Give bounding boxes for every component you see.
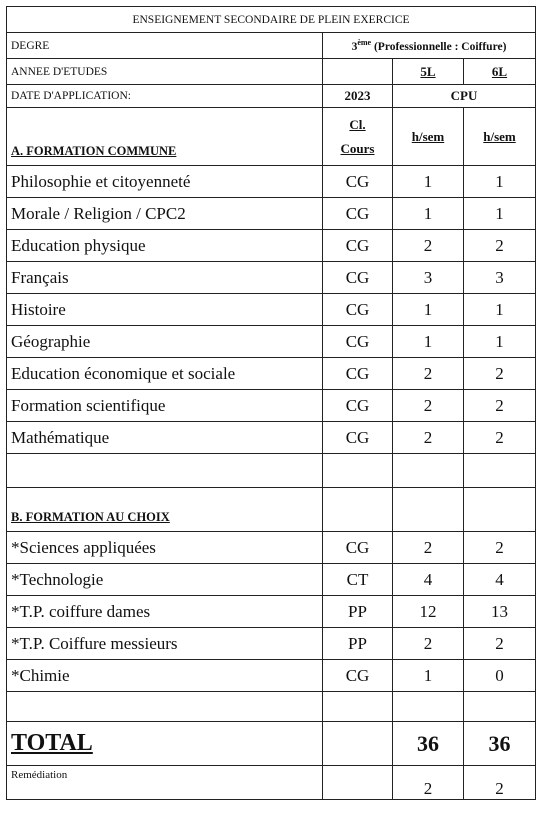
- section-b-empty-1: [323, 488, 393, 532]
- subject-hours-6l: 3: [464, 262, 536, 294]
- blank-cell-1: [7, 454, 323, 488]
- subject-class: CG: [323, 262, 393, 294]
- subject-name: *T.P. Coiffure messieurs: [7, 628, 323, 660]
- subject-hours-6l: 1: [464, 326, 536, 358]
- subject-hours-5l: 2: [393, 532, 464, 564]
- total-class-empty: [323, 722, 393, 766]
- subject-name: Mathématique: [7, 422, 323, 454]
- degree-specialty: (Professionnelle : Coiffure): [371, 40, 507, 53]
- subject-name: Formation scientifique: [7, 390, 323, 422]
- subject-name: *Sciences appliquées: [7, 532, 323, 564]
- subject-hours-5l: 1: [393, 326, 464, 358]
- remediation-hours-6l: 2: [464, 766, 536, 800]
- subject-class: CG: [323, 532, 393, 564]
- remediation-label: Remédiation: [7, 766, 323, 800]
- subject-hours-6l: 1: [464, 294, 536, 326]
- column-class-header: [323, 108, 393, 166]
- blank-cell-3: [393, 454, 464, 488]
- total-hours-6l: 36: [464, 722, 536, 766]
- blank-cell-4: [464, 454, 536, 488]
- blank-cell-2: [323, 692, 393, 722]
- column-h6-header: h/sem: [464, 108, 536, 166]
- subject-row: [7, 628, 536, 660]
- subject-row: [7, 198, 536, 230]
- date-value: 2023: [323, 85, 393, 108]
- subject-hours-5l: 2: [393, 390, 464, 422]
- blank-cell-1: [7, 692, 323, 722]
- subject-name: *T.P. coiffure dames: [7, 596, 323, 628]
- total-label: TOTAL: [7, 722, 323, 766]
- subject-row: [7, 564, 536, 596]
- subject-hours-5l: 1: [393, 294, 464, 326]
- subject-name: Histoire: [7, 294, 323, 326]
- subject-row: [7, 532, 536, 564]
- subject-hours-6l: 2: [464, 390, 536, 422]
- subject-class: CG: [323, 422, 393, 454]
- degree-number: 3: [351, 40, 358, 53]
- subject-row: [7, 660, 536, 692]
- subject-name: Philosophie et citoyenneté: [7, 166, 323, 198]
- date-row: [7, 85, 536, 108]
- subject-name: Education physique: [7, 230, 323, 262]
- subject-row: [7, 596, 536, 628]
- timetable-grid: [6, 6, 536, 800]
- year-6l: 6L: [464, 59, 536, 85]
- subject-class: CG: [323, 166, 393, 198]
- subject-row: [7, 230, 536, 262]
- subject-class: PP: [323, 628, 393, 660]
- subject-row: [7, 390, 536, 422]
- document-title: ENSEIGNEMENT SECONDAIRE DE PLEIN EXERCICE: [7, 7, 536, 33]
- degree-label: DEGRE: [7, 33, 323, 59]
- year-5l: 5L: [393, 59, 464, 85]
- subject-row: [7, 294, 536, 326]
- subject-hours-6l: 2: [464, 358, 536, 390]
- total-row: [7, 722, 536, 766]
- subject-class: CG: [323, 326, 393, 358]
- section-b-header: [7, 488, 536, 532]
- subject-hours-5l: 2: [393, 628, 464, 660]
- subject-class: PP: [323, 596, 393, 628]
- subject-hours-5l: 2: [393, 422, 464, 454]
- degree-row: [7, 33, 536, 59]
- subject-hours-5l: 2: [393, 358, 464, 390]
- subject-row: [7, 262, 536, 294]
- subject-hours-5l: 3: [393, 262, 464, 294]
- subject-class: CT: [323, 564, 393, 596]
- subject-row: [7, 422, 536, 454]
- section-a-title: A. FORMATION COMMUNE: [7, 108, 323, 166]
- section-a-header: [7, 108, 536, 166]
- blank-row: [7, 692, 536, 722]
- column-h5-header: h/sem: [393, 108, 464, 166]
- subject-hours-6l: 0: [464, 660, 536, 692]
- year-row: [7, 59, 536, 85]
- degree-superscript: ème: [357, 38, 372, 48]
- column-class-line2: Cours: [340, 140, 375, 156]
- subject-hours-5l: 2: [393, 230, 464, 262]
- section-b-title: B. FORMATION AU CHOIX: [7, 488, 323, 532]
- subject-row: [7, 326, 536, 358]
- subject-name: *Technologie: [7, 564, 323, 596]
- blank-cell-2: [323, 454, 393, 488]
- year-empty-cell: [323, 59, 393, 85]
- remediation-class-empty: [323, 766, 393, 800]
- subject-row: [7, 166, 536, 198]
- section-b-empty-2: [393, 488, 464, 532]
- subject-class: CG: [323, 198, 393, 230]
- subject-name: Education économique et sociale: [7, 358, 323, 390]
- subject-hours-6l: 2: [464, 628, 536, 660]
- subject-class: CG: [323, 230, 393, 262]
- total-hours-5l: 36: [393, 722, 464, 766]
- subject-class: CG: [323, 660, 393, 692]
- subject-hours-5l: 1: [393, 660, 464, 692]
- subject-hours-5l: 1: [393, 198, 464, 230]
- subject-hours-5l: 1: [393, 166, 464, 198]
- remediation-row: [7, 766, 536, 800]
- cpu-label: CPU: [393, 85, 536, 108]
- column-class-line1: Cl.: [349, 116, 366, 132]
- subject-hours-6l: 2: [464, 230, 536, 262]
- subject-class: CG: [323, 358, 393, 390]
- subject-class: CG: [323, 294, 393, 326]
- date-label: DATE D'APPLICATION:: [7, 85, 323, 108]
- degree-value: [323, 33, 536, 59]
- blank-row: [7, 454, 536, 488]
- blank-cell-3: [393, 692, 464, 722]
- subject-hours-5l: 4: [393, 564, 464, 596]
- title-row: [7, 7, 536, 33]
- subject-name: *Chimie: [7, 660, 323, 692]
- section-b-empty-3: [464, 488, 536, 532]
- subject-name: Géographie: [7, 326, 323, 358]
- subject-hours-6l: 1: [464, 166, 536, 198]
- subject-hours-6l: 4: [464, 564, 536, 596]
- subject-hours-6l: 2: [464, 422, 536, 454]
- subject-row: [7, 358, 536, 390]
- subject-name: Français: [7, 262, 323, 294]
- subject-class: CG: [323, 390, 393, 422]
- remediation-hours-5l: 2: [393, 766, 464, 800]
- year-label: ANNEE D'ETUDES: [7, 59, 323, 85]
- subject-name: Morale / Religion / CPC2: [7, 198, 323, 230]
- subject-hours-6l: 1: [464, 198, 536, 230]
- subject-hours-6l: 13: [464, 596, 536, 628]
- blank-cell-4: [464, 692, 536, 722]
- subject-hours-5l: 12: [393, 596, 464, 628]
- subject-hours-6l: 2: [464, 532, 536, 564]
